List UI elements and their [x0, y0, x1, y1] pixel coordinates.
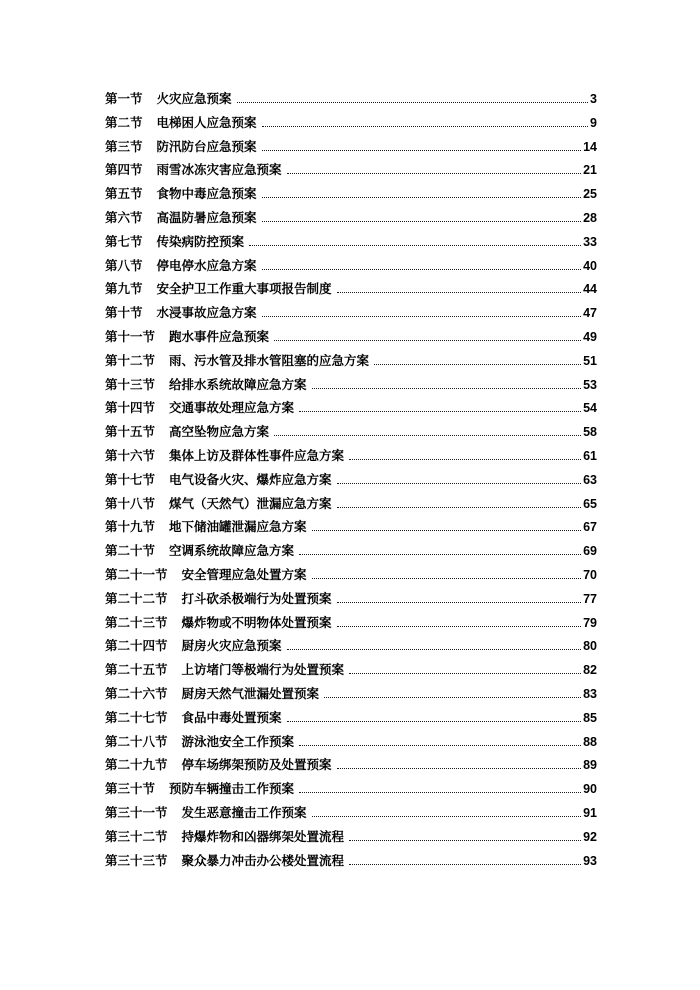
dotted-leader	[299, 745, 581, 746]
toc-entry[interactable]	[105, 517, 597, 541]
dotted-leader	[287, 721, 582, 722]
dotted-leader	[312, 530, 582, 531]
toc-entry-title: 防汛防台应急预案	[156, 139, 257, 154]
dotted-leader	[337, 768, 582, 769]
toc-entry[interactable]	[105, 398, 597, 422]
toc-entry[interactable]	[105, 755, 597, 779]
dotted-leader	[349, 673, 581, 674]
dotted-leader	[337, 602, 582, 603]
toc-entry-title: 空调系统故障应急方案	[169, 544, 295, 559]
toc-section-label: 第二十节	[105, 544, 156, 559]
dotted-leader	[337, 483, 582, 484]
toc-section-label: 第三节	[105, 139, 143, 154]
toc-section-label: 第十九节	[105, 520, 156, 535]
toc-page-number: 54	[583, 401, 597, 416]
toc-page-number: 70	[583, 567, 597, 582]
dotted-leader	[287, 649, 582, 650]
toc-section-label: 第六节	[105, 210, 143, 225]
toc-section-label: 第二十三节	[105, 615, 168, 630]
toc-entry-title: 持爆炸物和凶器绑架处置流程	[181, 829, 345, 844]
dotted-leader	[262, 316, 582, 317]
toc-entry-title: 食物中毒应急预案	[156, 187, 257, 202]
toc-entry-title: 食品中毒处置预案	[181, 710, 282, 725]
toc-entry[interactable]	[105, 375, 597, 399]
toc-page-number: 79	[583, 615, 597, 630]
toc-page-number: 14	[583, 139, 597, 154]
toc-entry[interactable]	[105, 494, 597, 518]
toc-entry[interactable]	[105, 303, 597, 327]
toc-entry[interactable]	[105, 422, 597, 446]
toc-section-label: 第二十九节	[105, 758, 168, 773]
toc-section-label: 第十七节	[105, 472, 156, 487]
toc-section-label: 第二十一节	[105, 567, 168, 582]
toc-entry-title: 安全护卫工作重大事项报告制度	[156, 282, 332, 297]
toc-entry-title: 上访堵门等极端行为处置预案	[181, 663, 345, 678]
toc-page-number: 88	[583, 734, 597, 749]
dotted-leader	[249, 245, 581, 246]
toc-entry-title: 高温防暑应急预案	[156, 210, 257, 225]
toc-page-number: 53	[583, 377, 597, 392]
toc-entry[interactable]	[105, 851, 597, 875]
toc-entry[interactable]	[105, 470, 597, 494]
toc-page-number: 85	[583, 710, 597, 725]
toc-page-number: 3	[590, 92, 597, 106]
toc-entry[interactable]	[105, 589, 597, 613]
dotted-leader	[312, 816, 582, 817]
dotted-leader	[274, 340, 581, 341]
toc-section-label: 第三十三节	[105, 853, 168, 868]
toc-section-label: 第三十节	[105, 782, 156, 797]
toc-entry[interactable]	[105, 732, 597, 756]
toc-entry[interactable]	[105, 565, 597, 589]
toc-page-number: 9	[590, 115, 597, 130]
toc-entry[interactable]	[105, 256, 597, 280]
dotted-leader	[274, 435, 581, 436]
toc-page-number: 33	[583, 234, 597, 249]
toc-section-label: 第三十一节	[105, 805, 168, 820]
toc-entry-title: 电梯困人应急预案	[156, 115, 257, 130]
toc-entry-title: 发生恶意撞击工作预案	[181, 805, 307, 820]
dotted-leader	[349, 864, 581, 865]
toc-entry-title: 安全管理应急处置方案	[181, 567, 307, 582]
toc-entry-title: 集体上访及群体性事件应急方案	[169, 448, 345, 463]
toc-entry[interactable]	[105, 708, 597, 732]
toc-page-number: 40	[583, 258, 597, 273]
dotted-leader	[262, 197, 582, 198]
toc-entry-title: 高空坠物应急方案	[169, 425, 270, 440]
toc-section-label: 第二十七节	[105, 710, 168, 725]
toc-page-number: 67	[583, 520, 597, 535]
toc-section-label: 第二十五节	[105, 663, 168, 678]
toc-entry-title: 预防车辆撞击工作预案	[169, 782, 295, 797]
dotted-leader	[337, 292, 582, 293]
dotted-leader	[262, 269, 582, 270]
dotted-leader	[312, 388, 582, 389]
toc-entry-title: 停电停水应急方案	[156, 258, 257, 273]
toc-section-label: 第八节	[105, 258, 143, 273]
toc-entry-title: 厨房天然气泄漏处置预案	[181, 686, 320, 701]
toc-section-label: 第二节	[105, 115, 143, 130]
toc-entry-title: 地下储油罐泄漏应急方案	[169, 520, 307, 535]
toc-page-number: 93	[583, 853, 597, 868]
toc-section-label: 第五节	[105, 187, 143, 202]
toc-page-number: 92	[583, 829, 597, 844]
dotted-leader	[337, 626, 582, 627]
toc-page-number: 47	[583, 306, 597, 321]
toc-section-label: 第十六节	[105, 448, 156, 463]
toc-entry[interactable]	[105, 803, 597, 827]
toc-section-label: 第二十六节	[105, 686, 168, 701]
toc-page-number: 90	[583, 782, 597, 797]
toc-page-number: 25	[583, 187, 597, 202]
toc-entry[interactable]	[105, 113, 597, 137]
toc-section-label: 第二十四节	[105, 639, 168, 654]
toc-entry-title: 交通事故处理应急方案	[169, 401, 295, 416]
dotted-leader	[337, 507, 582, 508]
toc-entry-title: 水浸事故应急方案	[156, 306, 257, 321]
toc-page-number: 69	[583, 544, 597, 559]
dotted-leader	[287, 173, 582, 174]
dotted-leader	[262, 150, 582, 151]
dotted-leader	[299, 554, 581, 555]
toc-entry-title: 爆炸物或不明物体处置预案	[181, 615, 332, 630]
toc-entry-title: 传染病防控预案	[156, 234, 245, 249]
toc-list	[105, 89, 597, 874]
toc-section-label: 第十一节	[105, 329, 156, 344]
toc-page-number: 21	[583, 163, 597, 178]
toc-section-label: 第二十二节	[105, 591, 168, 606]
toc-entry-title: 给排水系统故障应急方案	[169, 377, 307, 392]
dotted-leader	[349, 840, 581, 841]
dotted-leader	[299, 411, 581, 412]
toc-entry-title: 电气设备火灾、爆炸应急方案	[169, 472, 332, 487]
dotted-leader	[312, 578, 582, 579]
toc-page-number: 82	[583, 663, 597, 678]
toc-entry[interactable]	[105, 827, 597, 851]
toc-page-number: 63	[583, 472, 597, 487]
dotted-leader	[237, 102, 589, 103]
toc-entry[interactable]	[105, 541, 597, 565]
toc-page-number: 28	[583, 210, 597, 225]
toc-section-label: 第十四节	[105, 401, 156, 416]
toc-section-label: 第二十八节	[105, 734, 168, 749]
dotted-leader	[262, 221, 582, 222]
toc-section-label: 第十节	[105, 306, 143, 321]
dotted-leader	[349, 459, 581, 460]
toc-page-number: 91	[583, 805, 597, 820]
toc-entry-title: 火灾应急预案	[156, 92, 232, 106]
toc-entry-title: 雨、污水管及排水管阻塞的应急方案	[169, 353, 370, 368]
toc-page-number: 44	[583, 282, 597, 297]
toc-page-number: 51	[583, 353, 597, 368]
dotted-leader	[299, 792, 581, 793]
toc-entry[interactable]	[105, 351, 597, 375]
toc-entry-title: 跑水事件应急预案	[169, 329, 270, 344]
toc-entry-title: 打斗砍杀极端行为处置预案	[181, 591, 332, 606]
toc-entry-title: 煤气（天然气）泄漏应急方案	[169, 496, 332, 511]
toc-entry-title: 停车场绑架预防及处置预案	[181, 758, 332, 773]
toc-page-number: 49	[583, 329, 597, 344]
toc-entry[interactable]	[105, 446, 597, 470]
toc-page-number: 89	[583, 758, 597, 773]
toc-entry[interactable]	[105, 89, 597, 113]
toc-page-number: 61	[583, 448, 597, 463]
toc-entry[interactable]	[105, 184, 597, 208]
toc-entry[interactable]	[105, 232, 597, 256]
toc-entry[interactable]	[105, 613, 597, 637]
toc-entry[interactable]	[105, 208, 597, 232]
toc-section-label: 第九节	[105, 282, 143, 297]
toc-entry[interactable]	[105, 779, 597, 803]
toc-section-label: 第一节	[105, 92, 143, 106]
dotted-leader	[374, 364, 581, 365]
toc-page-number: 80	[583, 639, 597, 654]
toc-section-label: 第十八节	[105, 496, 156, 511]
toc-section-label: 第十二节	[105, 353, 156, 368]
toc-page-number: 77	[583, 591, 597, 606]
toc-entry-title: 雨雪冰冻灾害应急预案	[156, 163, 282, 178]
toc-section-label: 第三十二节	[105, 829, 168, 844]
toc-entry[interactable]	[105, 684, 597, 708]
toc-entry[interactable]	[105, 660, 597, 684]
toc-entry-title: 厨房火灾应急预案	[181, 639, 282, 654]
toc-entry[interactable]	[105, 160, 597, 184]
dotted-leader	[324, 697, 581, 698]
toc-entry[interactable]	[105, 327, 597, 351]
toc-entry-title: 聚众暴力冲击办公楼处置流程	[181, 853, 345, 868]
toc-section-label: 第十三节	[105, 377, 156, 392]
toc-entry[interactable]	[105, 636, 597, 660]
toc-section-label: 第四节	[105, 163, 143, 178]
toc-section-label: 第七节	[105, 234, 143, 249]
toc-entry-title: 游泳池安全工作预案	[181, 734, 295, 749]
toc-page-number: 83	[583, 686, 597, 701]
dotted-leader	[262, 126, 589, 127]
toc-entry[interactable]	[105, 279, 597, 303]
toc-page-number: 58	[583, 425, 597, 440]
toc-entry[interactable]	[105, 137, 597, 161]
toc-page-number: 65	[583, 496, 597, 511]
toc-section-label: 第十五节	[105, 425, 156, 440]
